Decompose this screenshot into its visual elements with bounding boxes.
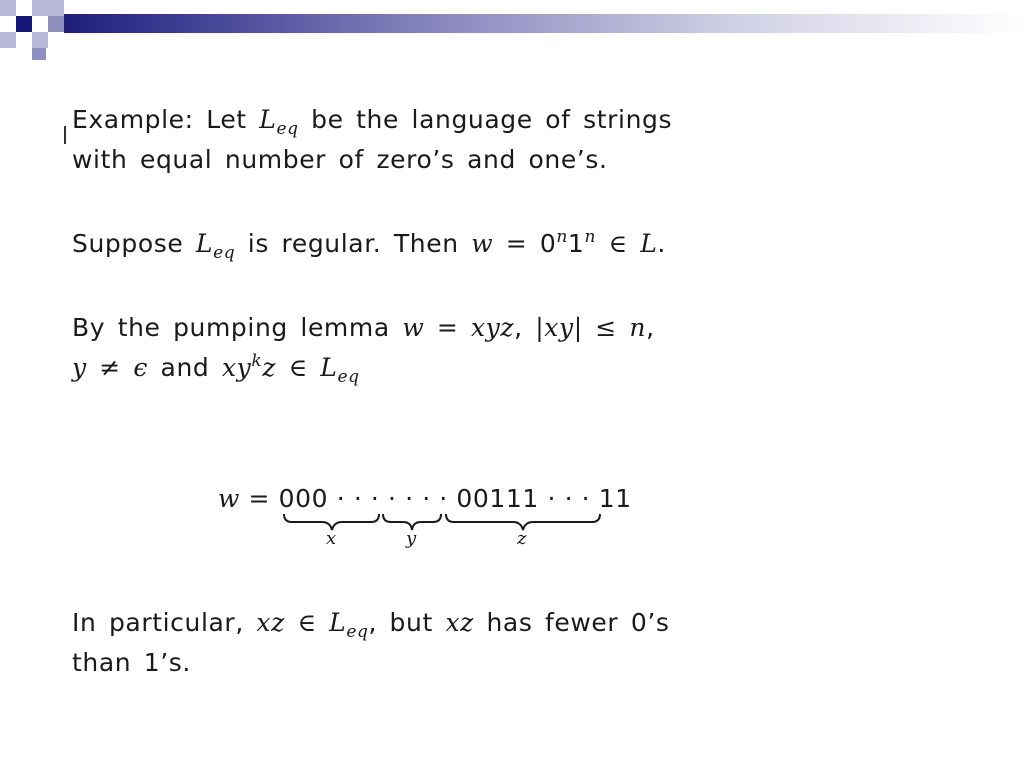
math-symbol: w xyxy=(218,484,240,513)
math-symbol: ϵ xyxy=(133,353,148,382)
math-operator: = xyxy=(240,484,279,513)
math-operator: ∈ xyxy=(276,353,321,382)
paragraph-line: with equal number of zero’s and one’s. xyxy=(72,145,608,174)
math-symbol: xz xyxy=(445,608,474,637)
math-superscript: n xyxy=(556,227,568,247)
paragraph-line xyxy=(72,603,670,643)
paragraph-conclusion xyxy=(72,603,670,683)
math-operator: ∈ xyxy=(284,608,330,637)
underbrace-label-x: x xyxy=(326,528,337,549)
math-symbol: w xyxy=(402,313,425,342)
math-operator: ≤ xyxy=(582,313,630,342)
text-span: is regular. Then xyxy=(235,229,472,258)
math-operator: ∈ xyxy=(596,229,641,258)
math-subscript: eq xyxy=(346,622,369,642)
math-symbol: L xyxy=(640,229,658,258)
text-span: has fewer 0’s xyxy=(473,608,670,637)
text-span: By the pumping lemma xyxy=(72,313,403,342)
math-symbol: L xyxy=(259,105,277,134)
text-span: , xyxy=(514,313,536,342)
math-symbol: y xyxy=(72,353,87,382)
math-subscript: eq xyxy=(276,119,299,139)
paragraph-line: than 1’s. xyxy=(72,648,191,677)
text-span: Example: Let xyxy=(72,105,260,134)
text-span: , xyxy=(646,313,655,342)
math-superscript: n xyxy=(584,227,596,247)
math-symbol: xy xyxy=(221,353,252,382)
text-span: , but xyxy=(368,608,446,637)
math-digit: 1 xyxy=(567,229,585,258)
text-span: In particular, xyxy=(72,608,257,637)
math-digit: 0 xyxy=(539,229,557,258)
equation-y-part: · · 0 xyxy=(422,484,473,513)
math-symbol: L xyxy=(195,229,214,258)
math-symbol: |xy| xyxy=(535,313,583,342)
math-symbol: n xyxy=(629,313,647,342)
math-symbol: xyz xyxy=(470,313,515,342)
text-span: . xyxy=(657,229,666,258)
math-operator: = xyxy=(493,229,540,258)
math-operator: ≠ xyxy=(86,353,134,382)
text-span: be the language of strings xyxy=(298,105,673,134)
equation-z-part: 0111 · · · 11 xyxy=(472,484,632,513)
text-span: Suppose xyxy=(72,229,196,258)
underbrace-label-z: z xyxy=(517,528,527,549)
math-symbol: L xyxy=(329,608,347,637)
math-superscript: k xyxy=(251,351,263,371)
math-symbol: L xyxy=(320,353,338,382)
math-symbol: xz xyxy=(256,608,285,637)
math-symbol: w xyxy=(471,229,494,258)
math-subscript: eq xyxy=(213,243,236,263)
math-symbol: z xyxy=(262,353,277,382)
math-operator: = xyxy=(424,313,471,342)
text-span: and xyxy=(148,353,222,382)
underbrace-label-y: y xyxy=(406,528,417,549)
math-subscript: eq xyxy=(337,367,360,387)
equation-x-part: 000 · · · · · xyxy=(278,484,423,513)
